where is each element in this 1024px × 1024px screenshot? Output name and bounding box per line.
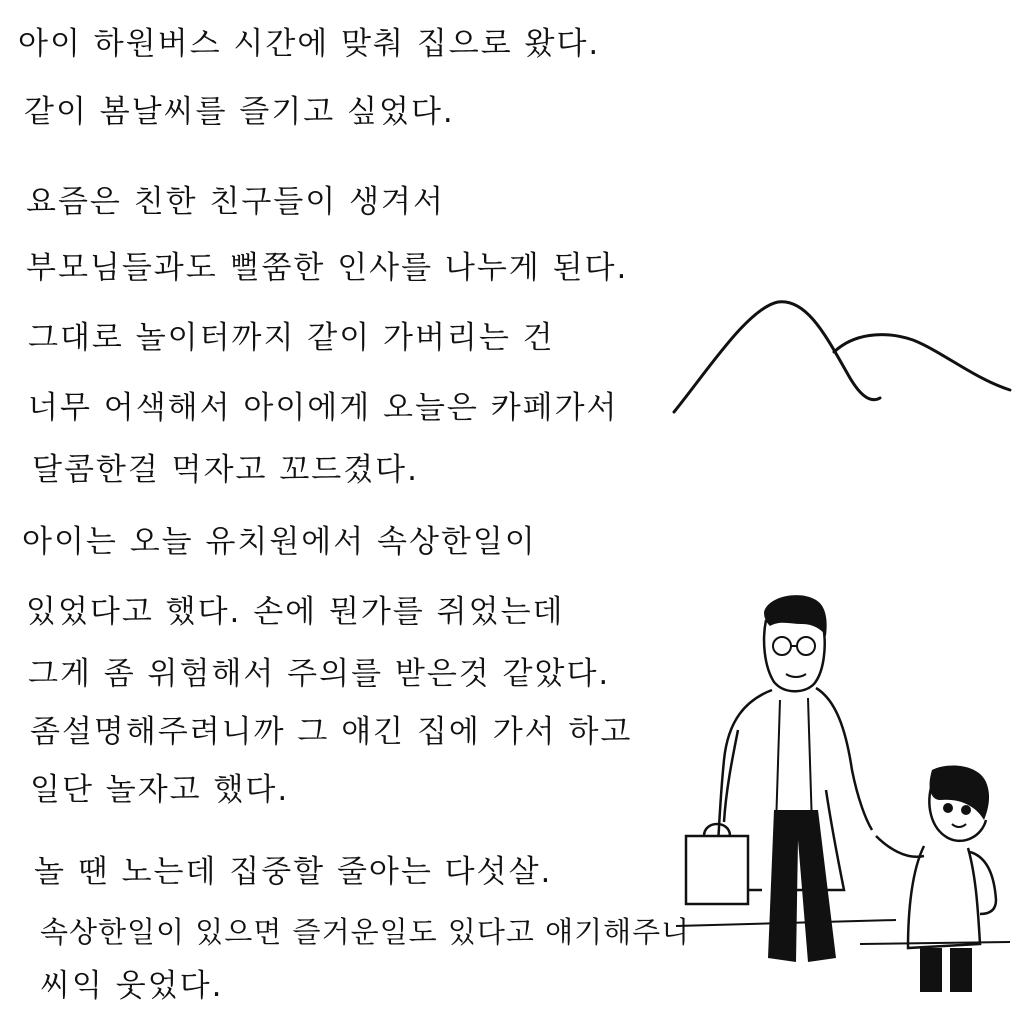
text-line-5: 그대로 놀이터까지 같이 가버리는 건	[28, 320, 555, 356]
text-line-13: 놀 땐 노는데 집중할 줄아는 다섯살.	[34, 854, 553, 890]
text-line-10: 그게 좀 위험해서 주의를 받은것 같았다.	[28, 656, 611, 692]
child-figure-icon	[860, 760, 1010, 1010]
mountains-icon	[668, 290, 1024, 430]
text-line-11: 좀설명해주려니까 그 얘긴 집에 가서 하고	[30, 714, 633, 750]
text-line-8: 아이는 오늘 유치원에서 속상한일이	[22, 524, 537, 560]
text-line-2: 같이 봄날씨를 즐기고 싶었다.	[24, 94, 455, 130]
text-line-7: 달콤한걸 먹자고 꼬드겼다.	[32, 452, 419, 488]
text-line-15: 씨익 웃었다.	[40, 968, 224, 1004]
text-line-14: 속상한일이 있으면 즐거운일도 있다고 얘기해주니	[40, 915, 691, 949]
text-line-12: 일단 놀자고 했다.	[30, 772, 290, 808]
text-line-9: 있었다고 했다. 손에 뭔가를 쥐었는데	[26, 594, 565, 630]
text-line-4: 부모님들과도 뻘쭘한 인사를 나누게 된다.	[26, 250, 629, 286]
text-line-1: 아이 하원버스 시간에 맞춰 집으로 왔다.	[18, 26, 601, 62]
text-line-3: 요즘은 친한 친구들이 생겨서	[26, 184, 445, 220]
text-line-6: 너무 어색해서 아이에게 오늘은 카페가서	[28, 390, 619, 426]
